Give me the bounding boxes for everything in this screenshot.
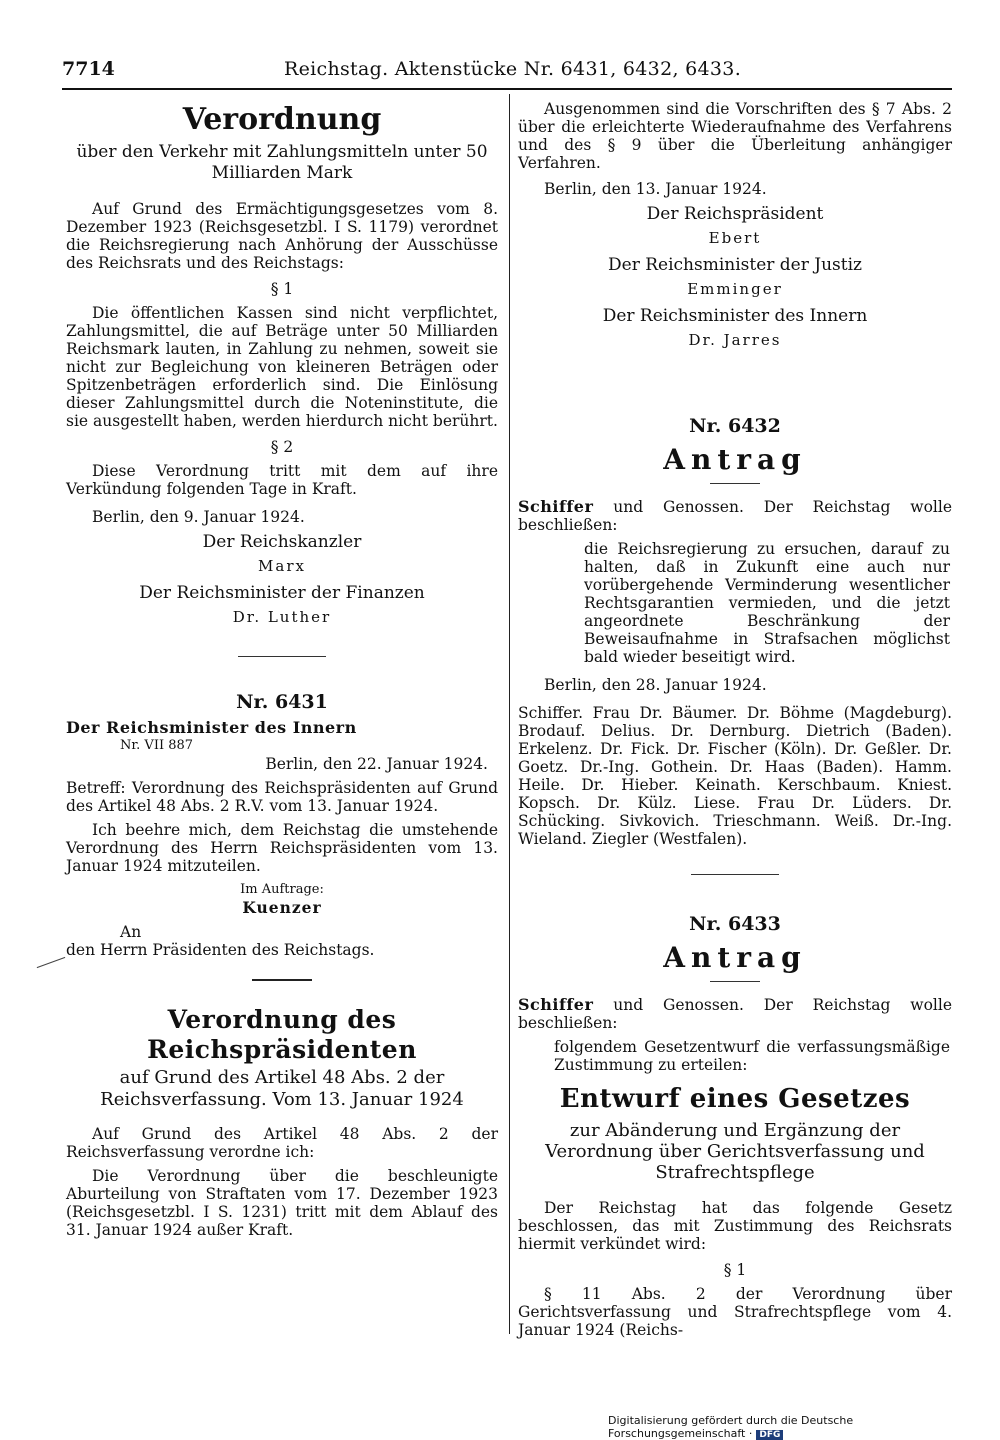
section-rule [691, 874, 779, 875]
motion-intro-text: und Genossen. Der Reichstag wolle beschließen: [518, 498, 952, 534]
reference-number: Nr. VII 887 [120, 738, 194, 753]
motion-heading: Antrag [663, 443, 807, 476]
signatory-name: Marx [258, 557, 306, 575]
date-line: Berlin, den 9. Januar 1924. [92, 508, 305, 526]
right-column [518, 100, 952, 1345]
running-title: Reichstag. Aktenstücke Nr. 6431, 6432, 6433. [284, 58, 742, 80]
motion-intro [518, 996, 952, 1032]
motion-intro [518, 498, 952, 534]
document-number: Nr. 6431 [236, 691, 328, 713]
bill-title: Entwurf eines Gesetzes [559, 1084, 911, 1114]
section-rule [252, 979, 312, 981]
motion-sender: Schiffer [518, 995, 594, 1014]
signatory-name: Ebert [708, 229, 762, 247]
column-divider [509, 94, 510, 1334]
decree-intro: Auf Grund des Artikel 48 Abs. 2 der Reichsverfassung verordne ich: [66, 1125, 498, 1161]
section-rule [238, 656, 326, 657]
spacer [518, 357, 952, 407]
heading-rule [710, 981, 760, 982]
page-header [62, 58, 952, 90]
signatory-title: Der Reichskanzler [202, 532, 362, 552]
paragraph-text: Diese Verordnung tritt mit dem auf ihre Verkündung folgenden Tage in Kraft. [66, 462, 498, 498]
margin-mark [37, 957, 66, 968]
signatories-list: Schiffer. Frau Dr. Bäumer. Dr. Böhme (Magdeburg). Brodauf. Delius. Dr. Dernburg. Dietrich (Baden). Erkelenz. Dr. Fick. Dr. Fischer (Köln). Dr. Geßler. Dr. Goetz. Dr.-Ing. Gothein. Dr. Haas (Baden). Hamm. Heile. Dr. Hieber. Keinath. Kerschbaum. Kniest. Kopsch. Dr. Külz. Liese. Frau Dr. Lüders. Dr. Schücking. Sivkovich. Trieschmann. Weiß. Dr.-Ing. Wieland. Ziegler (Westfalen). [518, 704, 952, 848]
signatory-name: Emminger [687, 280, 783, 298]
signatory-name: Dr. Jarres [688, 331, 782, 349]
decree-subtitle: auf Grund des Artikel 48 Abs. 2 der Reichsverfassung. Vom 13. Januar 1924 [100, 1067, 464, 1110]
date-line: Berlin, den 22. Januar 1924. [265, 755, 488, 773]
signatory-title: Der Reichspräsident [646, 204, 824, 224]
recipient-prefix: An [120, 923, 142, 941]
paragraph-text: Die öffentlichen Kassen sind nicht verpflichtet, Zahlungsmittel, die auf Beträge unter 50 Milliarden Reichsmark lauten, in Zahlung zu nehmen, soweit sie nicht zur Begleichung von kleineren Beträgen oder Spitzenbeträgen erforderlich sind. Die Einlösung dieser Zahlungsmittel durch die Noteninstitute, die sie ausgestellt haben, werden hierdurch nicht berührt. [66, 304, 498, 430]
continued-text: Ausgenommen sind die Vorschriften des § 7 Abs. 2 über die erleichterte Wiederaufnahme des Verfahrens und des § 9 über die Überleitung anhängiger Verfahren. [518, 100, 952, 172]
paragraph-label: § 2 [270, 438, 294, 456]
paragraph-label: § 1 [270, 280, 294, 298]
signatory-title: Der Reichsminister der Finanzen [139, 583, 425, 603]
date-line: Berlin, den 13. Januar 1924. [544, 180, 767, 198]
sender-line: Der Reichsminister des Innern [66, 718, 357, 737]
signatory-name: Dr. Luther [232, 608, 332, 626]
verordnung-intro: Auf Grund des Ermächtigungsgesetzes vom 8. Dezember 1923 (Reichsgesetzbl. I S. 1179) verordnet die Reichsregierung nach Anhörung der Ausschüsse des Reichsrats und des Reichstags: [66, 200, 498, 272]
verordnung-title: Verordnung [182, 102, 382, 137]
bill-preamble: Der Reichstag hat das folgende Gesetz beschlossen, das mit Zustimmung des Reichsrats hiermit verkündet wird: [518, 1199, 952, 1253]
dfg-logo: DFG [756, 1430, 783, 1440]
motion-text: die Reichsregierung zu ersuchen, darauf zu halten, daß in Zukunft eine auch nur vorübergehende Verminderung wesentlicher Rechtsgarantien vermieden, und die jetzt angeordnete Beschränkung der Beweisaufnahme in Strafsachen möglichst bald wieder beseitigt wird. [584, 540, 950, 666]
subject-line: Betreff: Verordnung des Reichspräsidenten auf Grund des Artikel 48 Abs. 2 R.V. vom 13. Januar 1924. [66, 779, 498, 815]
on-behalf-label: Im Auftrage: [240, 882, 324, 897]
page-number: 7714 [62, 58, 115, 80]
document-number: Nr. 6433 [689, 913, 781, 935]
motion-heading: Antrag [663, 941, 807, 974]
motion-text: folgendem Gesetzentwurf die verfassungsmäßige Zustimmung zu erteilen: [554, 1038, 950, 1074]
official-signature: Kuenzer [242, 898, 322, 917]
verordnung-subtitle: über den Verkehr mit Zahlungsmitteln unter 50 Milliarden Mark [76, 142, 488, 183]
document-number: Nr. 6432 [689, 415, 781, 437]
decree-title: Verordnung des Reichspräsidenten [147, 1005, 417, 1064]
motion-sender: Schiffer [518, 497, 594, 516]
decree-body: Die Verordnung über die beschleunigte Aburteilung von Straftaten vom 17. Dezember 1923 (Reichsgesetzbl. I S. 1231) tritt mit dem Ablauf des 31. Januar 1924 außer Kraft. [66, 1167, 498, 1239]
signatory-title: Der Reichsminister der Justiz [608, 255, 862, 275]
motion-intro-text: und Genossen. Der Reichstag wolle beschließen: [518, 996, 952, 1032]
recipient-line: den Herrn Präsidenten des Reichstags. [66, 941, 375, 959]
credit-text: Digitalisierung gefördert durch die Deutsche Forschungsgemeinschaft · [608, 1414, 854, 1440]
digitization-credit [608, 1414, 986, 1440]
bill-subtitle: zur Abänderung und Ergänzung der Verordnung über Gerichtsverfassung und Strafrechtspflege [545, 1120, 925, 1183]
signatory-title: Der Reichsminister des Innern [602, 306, 868, 326]
paragraph-text: § 11 Abs. 2 der Verordnung über Gerichtsverfassung und Strafrechtspflege vom 4. Januar 1924 (Reichs- [518, 1285, 952, 1339]
date-line: Berlin, den 28. Januar 1924. [544, 676, 767, 694]
paragraph-label: § 1 [723, 1261, 747, 1279]
letter-body: Ich beehre mich, dem Reichstag die umstehende Verordnung des Herrn Reichspräsidenten vom 13. Januar 1924 mitzuteilen. [66, 821, 498, 875]
heading-rule [710, 483, 760, 484]
left-column [66, 100, 498, 1245]
